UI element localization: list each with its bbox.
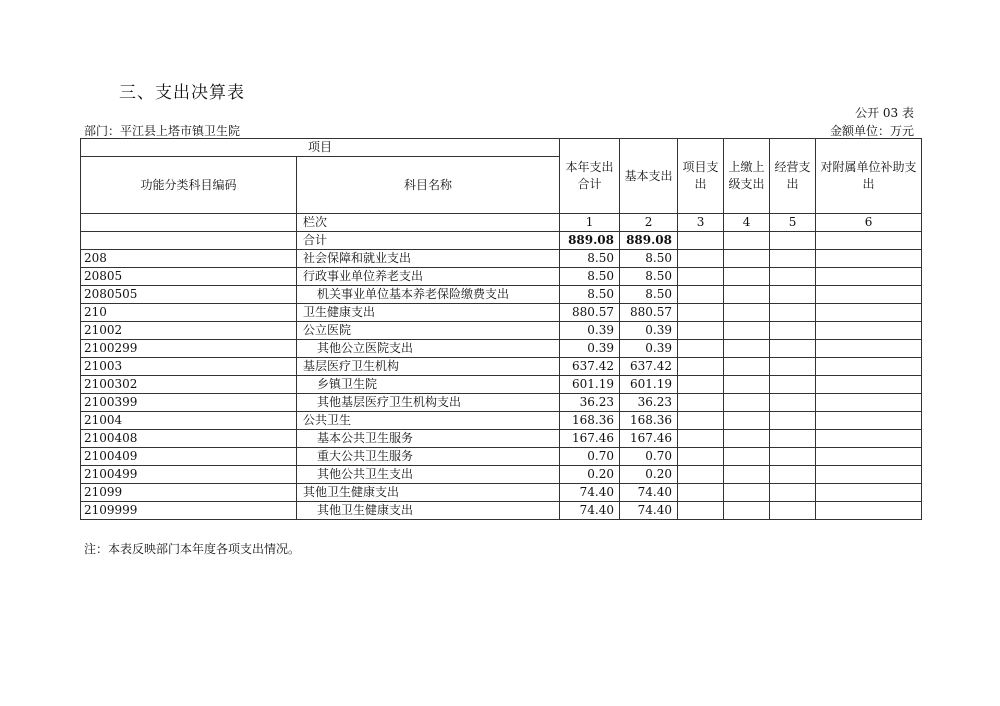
column-index-row (81, 214, 922, 232)
row-code: 2100408 (81, 430, 297, 448)
row-code: 2100399 (81, 394, 297, 412)
header-business: 经营支出 (770, 139, 816, 214)
row-name: 其他基层医疗卫生机构支出 (297, 394, 560, 412)
column-index-cell: 4 (724, 214, 770, 232)
table-row (81, 412, 922, 430)
row-basic: 74.40 (620, 484, 678, 502)
header-name: 科目名称 (297, 157, 560, 214)
row-total: 0.20 (560, 466, 620, 484)
row-code: 20805 (81, 268, 297, 286)
table-row (81, 286, 922, 304)
header-total: 本年支出合计 (560, 139, 620, 214)
total-row (81, 232, 922, 250)
row-total: 880.57 (560, 304, 620, 322)
total-label: 合计 (297, 232, 560, 250)
row-basic: 0.20 (620, 466, 678, 484)
row-total: 8.50 (560, 250, 620, 268)
row-basic: 8.50 (620, 250, 678, 268)
row-basic: 601.19 (620, 376, 678, 394)
footnote: 注：本表反映部门本年度各项支出情况。 (84, 542, 301, 556)
row-total: 74.40 (560, 484, 620, 502)
header-item: 项目 (81, 139, 560, 157)
row-code: 2100409 (81, 448, 297, 466)
expenditure-table (80, 138, 922, 520)
row-basic: 8.50 (620, 286, 678, 304)
row-total: 8.50 (560, 286, 620, 304)
row-code: 208 (81, 250, 297, 268)
table-row (81, 430, 922, 448)
table-row (81, 250, 922, 268)
row-total: 0.39 (560, 340, 620, 358)
row-code: 2100302 (81, 376, 297, 394)
table-row (81, 394, 922, 412)
department-label: 部门：平江县上塔市镇卫生院 (84, 124, 241, 138)
column-index-cell: 6 (816, 214, 922, 232)
row-basic: 167.46 (620, 430, 678, 448)
row-total: 167.46 (560, 430, 620, 448)
row-total: 8.50 (560, 268, 620, 286)
column-index-cell: 5 (770, 214, 816, 232)
row-total: 168.36 (560, 412, 620, 430)
column-index-label: 栏次 (297, 214, 560, 232)
row-name: 基层医疗卫生机构 (297, 358, 560, 376)
header-subsidy: 对附属单位补助支出 (816, 139, 922, 214)
amount-unit-label: 金额单位：万元 (829, 124, 914, 138)
total-amount: 889.08 (560, 232, 620, 250)
row-name: 公共卫生 (297, 412, 560, 430)
table-row (81, 340, 922, 358)
header-basic: 基本支出 (620, 139, 678, 214)
row-code: 2109999 (81, 502, 297, 520)
row-basic: 880.57 (620, 304, 678, 322)
row-name: 卫生健康支出 (297, 304, 560, 322)
row-basic: 0.70 (620, 448, 678, 466)
row-name: 社会保障和就业支出 (297, 250, 560, 268)
row-total: 36.23 (560, 394, 620, 412)
row-basic: 0.39 (620, 340, 678, 358)
row-name: 行政事业单位养老支出 (297, 268, 560, 286)
table-row (81, 484, 922, 502)
row-total: 637.42 (560, 358, 620, 376)
table-row (81, 466, 922, 484)
row-name: 基本公共卫生服务 (297, 430, 560, 448)
table-row (81, 358, 922, 376)
table-row (81, 304, 922, 322)
total-basic: 889.08 (620, 232, 678, 250)
row-name: 机关事业单位基本养老保险缴费支出 (297, 286, 560, 304)
row-name: 重大公共卫生服务 (297, 448, 560, 466)
table-row (81, 502, 922, 520)
header-project: 项目支出 (678, 139, 724, 214)
form-number: 公开 03 表 (855, 106, 914, 120)
row-basic: 0.39 (620, 322, 678, 340)
table-row (81, 376, 922, 394)
row-code: 2080505 (81, 286, 297, 304)
row-code: 21099 (81, 484, 297, 502)
row-code: 21004 (81, 412, 297, 430)
column-index-cell: 1 (560, 214, 620, 232)
row-code: 21003 (81, 358, 297, 376)
row-basic: 74.40 (620, 502, 678, 520)
row-name: 其他卫生健康支出 (297, 502, 560, 520)
row-basic: 8.50 (620, 268, 678, 286)
column-index-cell: 3 (678, 214, 724, 232)
row-total: 74.40 (560, 502, 620, 520)
row-name: 乡镇卫生院 (297, 376, 560, 394)
row-code: 2100499 (81, 466, 297, 484)
header-upper: 上缴上级支出 (724, 139, 770, 214)
row-total: 0.70 (560, 448, 620, 466)
row-basic: 36.23 (620, 394, 678, 412)
header-row (81, 139, 922, 157)
row-code: 210 (81, 304, 297, 322)
row-code: 21002 (81, 322, 297, 340)
row-name: 其他公立医院支出 (297, 340, 560, 358)
row-total: 0.39 (560, 322, 620, 340)
row-name: 其他公共卫生支出 (297, 466, 560, 484)
row-name: 公立医院 (297, 322, 560, 340)
row-code: 2100299 (81, 340, 297, 358)
table-row (81, 448, 922, 466)
table-row (81, 322, 922, 340)
row-basic: 637.42 (620, 358, 678, 376)
row-basic: 168.36 (620, 412, 678, 430)
page-title: 三、支出决算表 (119, 83, 245, 103)
row-name: 其他卫生健康支出 (297, 484, 560, 502)
row-total: 601.19 (560, 376, 620, 394)
table-row (81, 268, 922, 286)
column-index-cell: 2 (620, 214, 678, 232)
header-code: 功能分类科目编码 (81, 157, 297, 214)
